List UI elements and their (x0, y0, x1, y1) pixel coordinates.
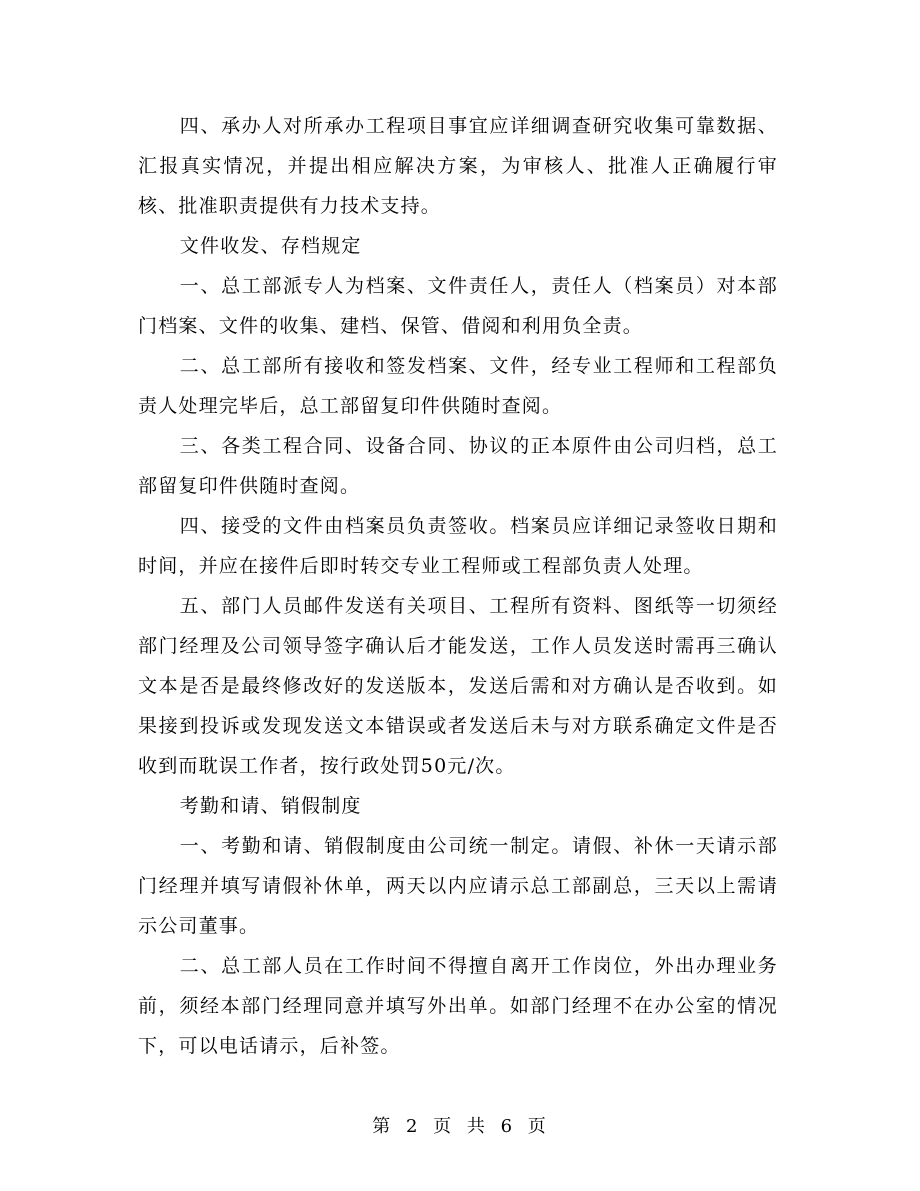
page-footer: 第 2 页 共 6 页 (372, 1116, 548, 1137)
paragraph-file-1: 一、总工部派专人为档案、文件责任人，责任人（档案员）对本部门档案、文件的收集、建档、保管、借阅和利用负全责。 (138, 275, 778, 337)
paragraph-file-4: 四、接受的文件由档案员负责签收。档案员应详细记录签收日期和时间，并应在接件后即时转交专业工程师或工程部负责人处理。 (138, 515, 778, 577)
paragraph-file-3: 三、各类工程合同、设备合同、协议的正本原件由公司归档，总工部留复印件供随时查阅。 (138, 435, 778, 497)
paragraph-file-2: 二、总工部所有接收和签发档案、文件，经专业工程师和工程部负责人处理完毕后，总工部留复印件供随时查阅。 (138, 355, 778, 417)
section-heading-attendance: 考勤和请、销假制度 (179, 795, 362, 817)
document-body (138, 106, 778, 1066)
paragraph-attendance-2: 二、总工部人员在工作时间不得擅自离开工作岗位，外出办理业务前，须经本部门经理同意并填写外出单。如部门经理不在办公室的情况下，可以电话请示，后补签。 (138, 955, 778, 1057)
paragraph-attendance-1: 一、考勤和请、销假制度由公司统一制定。请假、补休一天请示部门经理并填写请假补休单，两天以内应请示总工部副总，三天以上需请示公司董事。 (138, 835, 778, 937)
section-heading-file-management: 文件收发、存档规定 (179, 235, 362, 257)
paragraph-approval-support: 四、承办人对所承办工程项目事宜应详细调查研究收集可靠数据、汇报真实情况，并提出相应解决方案，为审核人、批准人正确履行审核、批准职责提供有力技术支持。 (138, 115, 778, 217)
paragraph-file-5: 五、部门人员邮件发送有关项目、工程所有资料、图纸等一切须经部门经理及公司领导签字确认后才能发送，工作人员发送时需再三确认文本是否是最终修改好的发送版本，发送后需和对方确认是否收到。如果接到投诉或发现发送文本错误或者发送后未与对方联系确定文件是否收到而耽误工作者，按行政处罚50元/次。 (138, 595, 778, 777)
